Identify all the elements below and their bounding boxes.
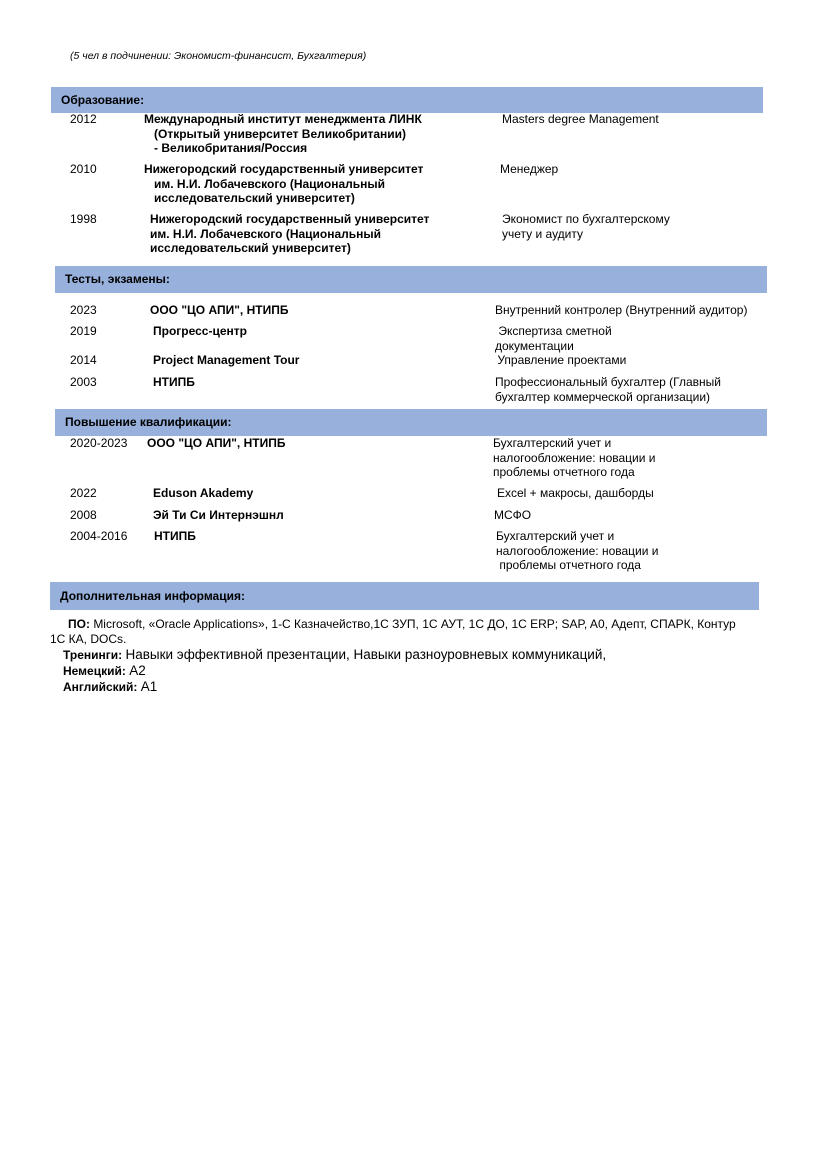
education-org: Нижегородский государственный университет им. Н.И. Лобачевского (Национальный исследовательский университет) bbox=[150, 212, 430, 255]
trainings-value: Навыки эффективной презентации, Навыки разноуровневых коммуникаций, bbox=[125, 647, 607, 662]
training-course: Excel + макросы, дашборды bbox=[497, 486, 654, 500]
subordinates-note: (5 чел в подчинении: Экономист-финансист, Бухгалтерия) bbox=[70, 50, 367, 62]
trainings-line bbox=[63, 648, 606, 663]
tests-result: Внутренний контролер (Внутренний аудитор) bbox=[495, 303, 748, 317]
tests-org: ООО "ЦО АПИ", НТИПБ bbox=[150, 303, 289, 317]
tests-year: 2014 bbox=[70, 353, 97, 367]
tests-org: Project Management Tour bbox=[153, 353, 300, 367]
training-course: Бухгалтерский учет и налогообложение: новации и проблемы отчетного года bbox=[493, 436, 656, 479]
education-year: 2012 bbox=[70, 112, 97, 126]
english-line bbox=[63, 680, 157, 695]
german-label: Немецкий: bbox=[63, 664, 126, 678]
tests-result: Экспертиза сметной документации bbox=[495, 324, 612, 353]
training-header: Повышение квалификации: bbox=[55, 409, 767, 436]
tests-year: 2003 bbox=[70, 375, 97, 389]
education-degree: Менеджер bbox=[500, 162, 559, 176]
education-year: 2010 bbox=[70, 162, 97, 176]
software-line bbox=[68, 617, 736, 632]
training-year: 2022 bbox=[70, 486, 97, 500]
training-org: Эй Ти Си Интернэшнл bbox=[153, 508, 284, 522]
tests-year: 2019 bbox=[70, 324, 97, 338]
training-course: МСФО bbox=[494, 508, 532, 522]
tests-org: Прогресс-центр bbox=[153, 324, 247, 338]
trainings-label: Тренинги: bbox=[63, 648, 123, 662]
tests-header: Тесты, экзамены: bbox=[55, 266, 767, 293]
tests-year: 2023 bbox=[70, 303, 97, 317]
additional-header: Дополнительная информация: bbox=[50, 582, 759, 610]
training-org: ООО "ЦО АПИ", НТИПБ bbox=[147, 436, 286, 450]
training-year: 2004-2016 bbox=[70, 529, 128, 543]
education-year: 1998 bbox=[70, 212, 97, 226]
training-year: 2020-2023 bbox=[70, 436, 128, 450]
english-value: A1 bbox=[140, 679, 158, 694]
software-line-2: 1С КА, DOCs. bbox=[50, 632, 127, 646]
education-header: Образование: bbox=[51, 87, 763, 113]
german-line bbox=[63, 664, 146, 679]
education-org: Нижегородский государственный университет им. Н.И. Лобачевского (Национальный исследовательский университет) bbox=[144, 162, 424, 205]
english-label: Английский: bbox=[63, 680, 138, 694]
training-year: 2008 bbox=[70, 508, 97, 522]
german-value: A2 bbox=[129, 663, 146, 678]
education-degree: Masters degree Management bbox=[502, 112, 659, 126]
tests-result: Управление проектами bbox=[494, 353, 627, 367]
training-org: Eduson Akademy bbox=[153, 486, 254, 500]
education-org: Международный институт менеджмента ЛИНК (Открытый университет Великобритании) - Великобритания/Россия bbox=[144, 112, 422, 155]
tests-org: НТИПБ bbox=[153, 375, 195, 389]
training-course: Бухгалтерский учет и налогообложение: новации и проблемы отчетного года bbox=[496, 529, 659, 572]
software-label: ПО: bbox=[68, 617, 90, 631]
education-degree: Экономист по бухгалтерскому учету и аудиту bbox=[502, 212, 670, 241]
training-org: НТИПБ bbox=[154, 529, 196, 543]
software-value: Microsoft, «Oracle Applications», 1-С Казначейство,1С ЗУП, 1С АУТ, 1С ДО, 1С ERP; SAP, A0, Адепт, СПАРК, Контур bbox=[93, 617, 736, 631]
tests-result: Профессиональный бухгалтер (Главный бухгалтер коммерческой организации) bbox=[495, 375, 722, 404]
